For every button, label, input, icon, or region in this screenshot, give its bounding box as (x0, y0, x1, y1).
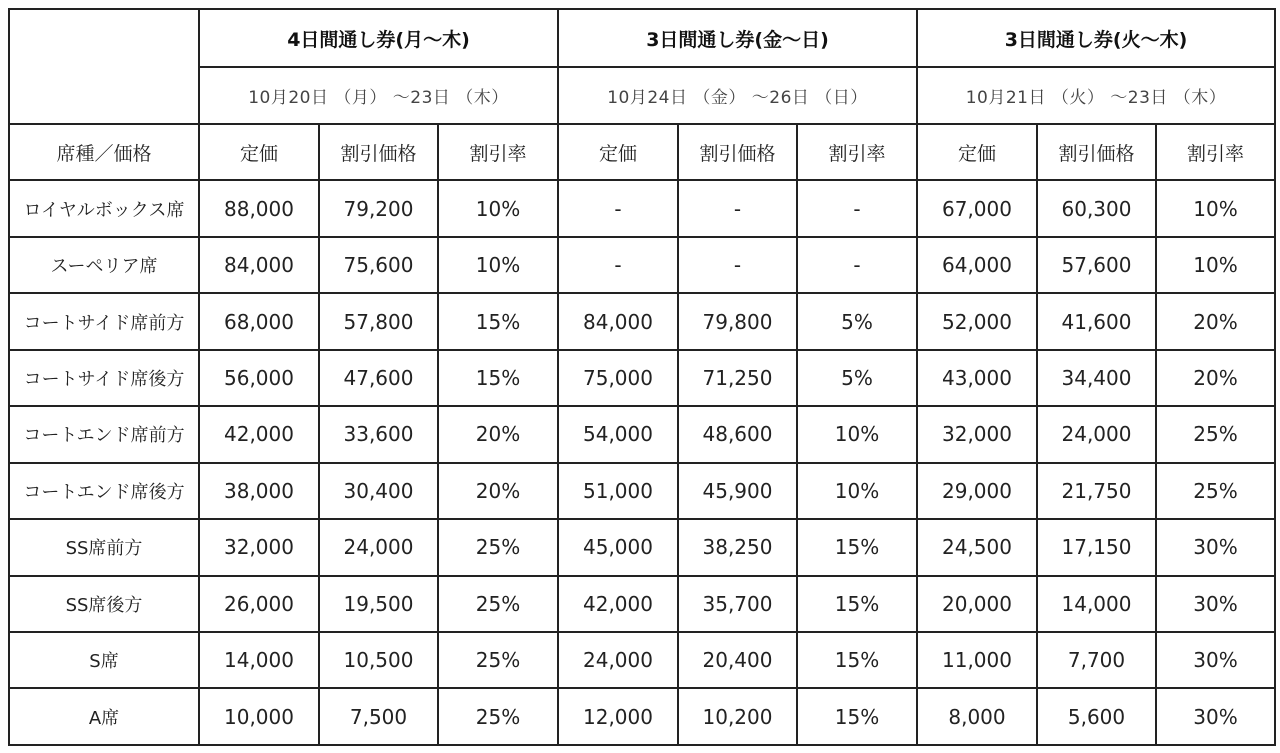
list-price-4day-cell: 32,000 (199, 519, 319, 575)
discount-rate-3day-tue-cell: 25% (1156, 406, 1275, 462)
discount-price-4day-cell: 10,500 (319, 632, 438, 688)
discount-rate-4day-cell: 20% (438, 406, 558, 462)
list-price-3day-fri-cell: 12,000 (558, 688, 678, 745)
discount-rate-3day-tue-cell: 30% (1156, 519, 1275, 575)
discount-rate-4day-cell: 25% (438, 632, 558, 688)
seat-type-label: ロイヤルボックス席 (9, 180, 199, 236)
column-header-list-price: 定価 (199, 124, 319, 180)
discount-rate-3day-fri-cell: 10% (797, 406, 917, 462)
discount-rate-4day-cell: 25% (438, 576, 558, 632)
discount-price-3day-fri-cell: - (678, 237, 797, 293)
discount-price-3day-fri-cell: 38,250 (678, 519, 797, 575)
table-row (9, 237, 1275, 293)
discount-rate-4day-cell: 20% (438, 463, 558, 519)
table-row (9, 463, 1275, 519)
discount-price-3day-fri-cell: 20,400 (678, 632, 797, 688)
corner-empty-cell (9, 9, 199, 124)
discount-price-3day-tue-cell: 57,600 (1037, 237, 1156, 293)
discount-rate-3day-fri-cell: 15% (797, 519, 917, 575)
list-price-4day-cell: 68,000 (199, 293, 319, 349)
discount-price-3day-tue-cell: 21,750 (1037, 463, 1156, 519)
discount-price-4day-cell: 19,500 (319, 576, 438, 632)
list-price-4day-cell: 56,000 (199, 350, 319, 406)
discount-rate-3day-tue-cell: 20% (1156, 293, 1275, 349)
column-header-list-price: 定価 (917, 124, 1037, 180)
discount-price-3day-tue-cell: 41,600 (1037, 293, 1156, 349)
list-price-3day-fri-cell: 84,000 (558, 293, 678, 349)
discount-price-4day-cell: 7,500 (319, 688, 438, 745)
group-dates-3: 10月21日 （火） ～23日 （木） (917, 67, 1275, 123)
list-price-3day-fri-cell: 51,000 (558, 463, 678, 519)
seat-type-label: SS席後方 (9, 576, 199, 632)
discount-rate-3day-tue-cell: 30% (1156, 632, 1275, 688)
table-row (9, 293, 1275, 349)
discount-rate-3day-fri-cell: 15% (797, 688, 917, 745)
discount-rate-4day-cell: 15% (438, 350, 558, 406)
list-price-3day-tue-cell: 20,000 (917, 576, 1037, 632)
discount-rate-3day-fri-cell: - (797, 180, 917, 236)
discount-rate-3day-fri-cell: 15% (797, 632, 917, 688)
discount-price-3day-fri-cell: 35,700 (678, 576, 797, 632)
ticket-price-table (8, 8, 1276, 746)
discount-price-3day-tue-cell: 24,000 (1037, 406, 1156, 462)
discount-price-3day-tue-cell: 5,600 (1037, 688, 1156, 745)
table-row (9, 632, 1275, 688)
column-header-discount-rate: 割引率 (1156, 124, 1275, 180)
seat-type-label: コートサイド席後方 (9, 350, 199, 406)
list-price-3day-fri-cell: - (558, 180, 678, 236)
list-price-3day-fri-cell: 45,000 (558, 519, 678, 575)
discount-price-3day-fri-cell: 79,800 (678, 293, 797, 349)
seat-type-label: S席 (9, 632, 199, 688)
discount-rate-3day-tue-cell: 30% (1156, 576, 1275, 632)
list-price-3day-tue-cell: 11,000 (917, 632, 1037, 688)
discount-rate-3day-fri-cell: - (797, 237, 917, 293)
discount-price-4day-cell: 24,000 (319, 519, 438, 575)
list-price-3day-tue-cell: 8,000 (917, 688, 1037, 745)
table-row (9, 519, 1275, 575)
list-price-4day-cell: 42,000 (199, 406, 319, 462)
column-header-discount-price: 割引価格 (319, 124, 438, 180)
list-price-4day-cell: 38,000 (199, 463, 319, 519)
column-header-discount-price: 割引価格 (678, 124, 797, 180)
list-price-4day-cell: 10,000 (199, 688, 319, 745)
list-price-3day-fri-cell: 54,000 (558, 406, 678, 462)
list-price-3day-fri-cell: 42,000 (558, 576, 678, 632)
column-header-discount-price: 割引価格 (1037, 124, 1156, 180)
group-title-1: 4日間通し券(月～木) (199, 9, 558, 67)
discount-price-3day-tue-cell: 34,400 (1037, 350, 1156, 406)
list-price-3day-tue-cell: 43,000 (917, 350, 1037, 406)
header-row-dates (9, 67, 1275, 123)
list-price-3day-tue-cell: 67,000 (917, 180, 1037, 236)
discount-rate-4day-cell: 25% (438, 688, 558, 745)
list-price-3day-fri-cell: 75,000 (558, 350, 678, 406)
discount-price-3day-fri-cell: 10,200 (678, 688, 797, 745)
table-row (9, 688, 1275, 745)
seat-type-label: A席 (9, 688, 199, 745)
discount-price-4day-cell: 33,600 (319, 406, 438, 462)
table-body (9, 180, 1275, 745)
discount-rate-3day-tue-cell: 25% (1156, 463, 1275, 519)
list-price-3day-tue-cell: 64,000 (917, 237, 1037, 293)
discount-price-3day-fri-cell: - (678, 180, 797, 236)
discount-rate-3day-tue-cell: 10% (1156, 237, 1275, 293)
list-price-3day-tue-cell: 29,000 (917, 463, 1037, 519)
discount-rate-4day-cell: 10% (438, 237, 558, 293)
list-price-3day-tue-cell: 24,500 (917, 519, 1037, 575)
discount-price-3day-tue-cell: 17,150 (1037, 519, 1156, 575)
discount-price-4day-cell: 30,400 (319, 463, 438, 519)
seat-type-label: スーペリア席 (9, 237, 199, 293)
group-dates-1: 10月20日 （月） ～23日 （木） (199, 67, 558, 123)
list-price-4day-cell: 26,000 (199, 576, 319, 632)
column-header-discount-rate: 割引率 (438, 124, 558, 180)
discount-rate-3day-fri-cell: 10% (797, 463, 917, 519)
discount-rate-3day-tue-cell: 10% (1156, 180, 1275, 236)
discount-rate-4day-cell: 25% (438, 519, 558, 575)
corner-label: 席種／価格 (9, 124, 199, 180)
discount-rate-3day-fri-cell: 5% (797, 293, 917, 349)
seat-type-label: SS席前方 (9, 519, 199, 575)
group-title-3: 3日間通し券(火～木) (917, 9, 1275, 67)
column-header-list-price: 定価 (558, 124, 678, 180)
discount-rate-3day-tue-cell: 30% (1156, 688, 1275, 745)
discount-rate-4day-cell: 15% (438, 293, 558, 349)
seat-type-label: コートサイド席前方 (9, 293, 199, 349)
list-price-3day-fri-cell: - (558, 237, 678, 293)
discount-price-3day-tue-cell: 60,300 (1037, 180, 1156, 236)
discount-price-3day-fri-cell: 48,600 (678, 406, 797, 462)
list-price-4day-cell: 88,000 (199, 180, 319, 236)
discount-price-3day-tue-cell: 7,700 (1037, 632, 1156, 688)
table-row (9, 180, 1275, 236)
discount-rate-3day-tue-cell: 20% (1156, 350, 1275, 406)
discount-price-3day-tue-cell: 14,000 (1037, 576, 1156, 632)
discount-price-4day-cell: 75,600 (319, 237, 438, 293)
group-dates-2: 10月24日 （金） ～26日 （日） (558, 67, 917, 123)
discount-price-4day-cell: 79,200 (319, 180, 438, 236)
list-price-3day-tue-cell: 32,000 (917, 406, 1037, 462)
discount-price-4day-cell: 47,600 (319, 350, 438, 406)
list-price-4day-cell: 84,000 (199, 237, 319, 293)
list-price-3day-tue-cell: 52,000 (917, 293, 1037, 349)
discount-price-4day-cell: 57,800 (319, 293, 438, 349)
discount-rate-4day-cell: 10% (438, 180, 558, 236)
column-header-discount-rate: 割引率 (797, 124, 917, 180)
table-row (9, 350, 1275, 406)
list-price-3day-fri-cell: 24,000 (558, 632, 678, 688)
header-row-columns (9, 124, 1275, 180)
group-title-2: 3日間通し券(金～日) (558, 9, 917, 67)
discount-price-3day-fri-cell: 71,250 (678, 350, 797, 406)
table-row (9, 406, 1275, 462)
list-price-4day-cell: 14,000 (199, 632, 319, 688)
header-row-groups (9, 9, 1275, 67)
table-row (9, 576, 1275, 632)
seat-type-label: コートエンド席前方 (9, 406, 199, 462)
seat-type-label: コートエンド席後方 (9, 463, 199, 519)
discount-rate-3day-fri-cell: 15% (797, 576, 917, 632)
discount-rate-3day-fri-cell: 5% (797, 350, 917, 406)
discount-price-3day-fri-cell: 45,900 (678, 463, 797, 519)
